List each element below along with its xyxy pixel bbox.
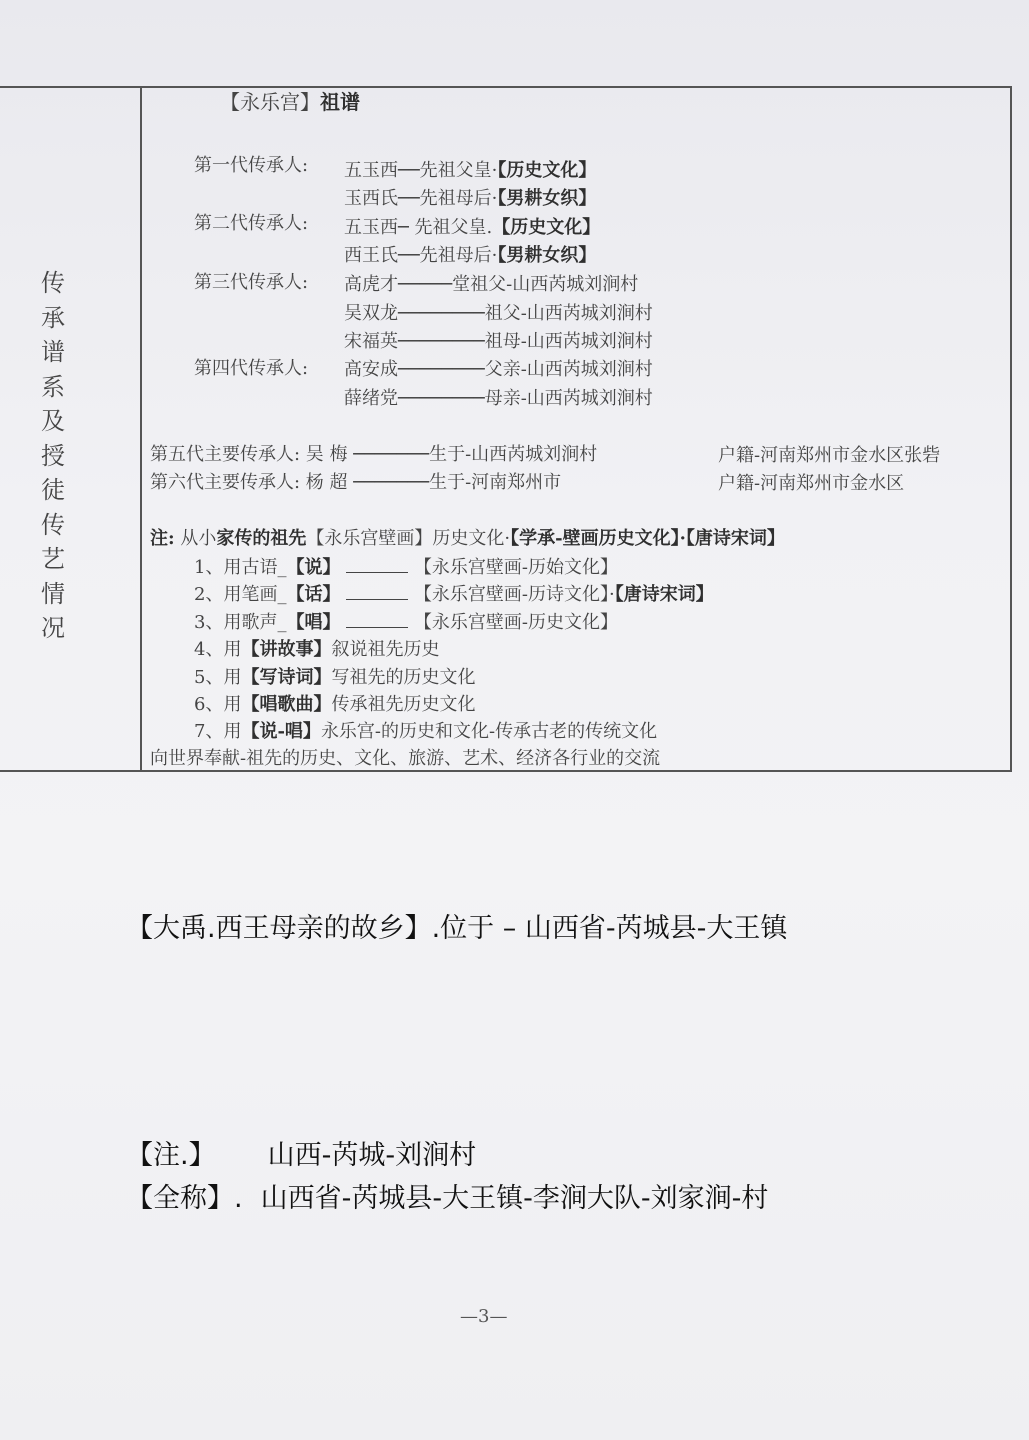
item5-pre: 5、用 (194, 667, 242, 688)
gen3-line-a: 高虎才─────堂祖父-山西芮城刘涧村 (344, 274, 639, 295)
table-column-divider (140, 86, 142, 772)
gen1-label: 第一代传承人: (194, 155, 309, 176)
gen2-b-tag: 【男耕女织】 (497, 245, 597, 266)
blank-line (346, 585, 408, 600)
page-number: —3— (460, 1306, 508, 1327)
note-item-4 (194, 638, 439, 662)
title-main: 祖谱 (320, 90, 360, 114)
gen6-registry: 户籍-河南郑州市金水区 (718, 473, 905, 494)
item4-post: 叙说祖先历史 (331, 639, 440, 660)
row-label-char: 况 (41, 614, 65, 642)
item6-tag: 【唱歌曲】 (241, 694, 332, 715)
item6-pre: 6、用 (194, 694, 242, 715)
gen1-a-text: 五玉西──先祖父皇· (344, 160, 498, 181)
row-label-char: 及 (41, 407, 65, 435)
item1-post: 【永乐宫壁画-历始文化】 (413, 557, 619, 578)
gen1-a-tag: 【历史文化】 (497, 160, 597, 181)
item1-tag: 【说】 (286, 557, 341, 578)
gen5-line: 第五代主要传承人: 吴 梅 ───────生于-山西芮城刘涧村 (150, 444, 598, 465)
gen2-a-tag: 【历史文化】 (492, 217, 601, 238)
gen1-line-a (344, 159, 596, 183)
note-item-3 (194, 611, 618, 635)
blank-line (346, 558, 408, 573)
row-label-char: 徒 (41, 476, 65, 504)
gen1-b-tag: 【男耕女织】 (497, 188, 597, 209)
full-address-label: 【全称】. (126, 1183, 243, 1214)
note-address-line (126, 1139, 476, 1173)
note-text-b: 家传的祖先 (216, 528, 307, 549)
gen3-label: 第三代传承人: (194, 272, 309, 293)
item7-post: 永乐宫-的历史和文化-传承古老的传统文化 (320, 721, 658, 742)
gen3-line-c: 宋福英────────祖母-山西芮城刘涧村 (344, 331, 653, 352)
gen2-b-text: 西王氏──先祖母后· (344, 245, 498, 266)
gen6-line: 第六代主要传承人: 杨 超 ───────生于-河南郑州市 (150, 472, 562, 493)
row-label-vertical (36, 266, 70, 646)
hometown-line: 【大禹.西王母亲的故乡】.位于 – 山西省-芮城县-大王镇 (126, 913, 788, 944)
gen4-label: 第四代传承人: (194, 358, 309, 379)
gen3-line-b: 吴双龙────────祖父-山西芮城刘涧村 (344, 303, 653, 324)
item7-pre: 7、用 (194, 721, 242, 742)
gen5-registry: 户籍-河南郑州市金水区张砦 (718, 445, 941, 466)
note-item-2 (194, 583, 714, 607)
item3-post: 【永乐宫壁画-历史文化】 (413, 612, 619, 633)
full-address-line (126, 1182, 768, 1216)
note-text-d: 【学承-壁画历史文化】·【唐诗宋词】 (510, 528, 785, 549)
gen2-line-b (344, 244, 596, 268)
closing-line: 向世界奉献-祖先的历史、文化、旅游、艺术、经济各行业的交流 (150, 748, 661, 769)
gen1-b-text: 玉西氏──先祖母后· (344, 188, 498, 209)
note-label: 注: (150, 528, 175, 549)
row-label-char: 艺 (41, 545, 65, 573)
item7-tag: 【说-唱】 (241, 721, 321, 742)
item3-pre: 3、用歌声_ (194, 612, 287, 633)
genealogy-title (220, 90, 360, 114)
note-item-1 (194, 556, 618, 580)
gen2-line-a (344, 216, 600, 240)
item2-post2: 【唐诗宋词】 (614, 584, 714, 605)
title-prefix: 【永乐宫】 (220, 90, 320, 114)
gen2-label: 第二代传承人: (194, 213, 309, 234)
row-label-char: 情 (41, 579, 65, 608)
note-line (150, 527, 785, 551)
row-label-char: 谱 (41, 338, 65, 366)
note-item-7 (194, 720, 657, 744)
item2-tag: 【话】 (286, 584, 341, 605)
row-label-char: 传 (41, 269, 65, 297)
note-item-6 (194, 693, 475, 717)
gen2-a-text: 五玉西─ 先祖父皇. (344, 217, 493, 238)
item5-post: 写祖先的历史文化 (331, 667, 476, 688)
gen1-line-b (344, 187, 596, 211)
row-label-char: 系 (41, 372, 65, 401)
note-text-a: 从小 (180, 528, 217, 549)
item5-tag: 【写诗词】 (241, 667, 332, 688)
item3-tag: 【唱】 (286, 612, 341, 633)
item4-pre: 4、用 (194, 639, 242, 660)
row-label-char: 承 (41, 303, 65, 332)
item2-post: 【永乐宫壁画-历诗文化】· (413, 584, 615, 605)
note-text-c: 【永乐宫壁画】历史文化· (306, 528, 511, 549)
item1-pre: 1、用古语_ (194, 557, 287, 578)
gen4-line-a: 高安成────────父亲-山西芮城刘涧村 (344, 359, 653, 380)
blank-line (346, 613, 408, 628)
note-item-5 (194, 666, 475, 690)
item2-pre: 2、用笔画_ (194, 584, 287, 605)
full-address-text: 山西省-芮城县-大王镇-李涧大队-刘家涧-村 (260, 1183, 769, 1214)
gen4-line-b: 薛绪党────────母亲-山西芮城刘涧村 (344, 388, 653, 409)
row-label-char: 传 (41, 510, 65, 539)
item6-post: 传承祖先历史文化 (331, 694, 476, 715)
note-address-text: 山西-芮城-刘涧村 (267, 1140, 477, 1171)
note-address-label: 【注.】 (126, 1140, 216, 1171)
row-label-char: 授 (41, 441, 65, 470)
item4-tag: 【讲故事】 (241, 639, 332, 660)
